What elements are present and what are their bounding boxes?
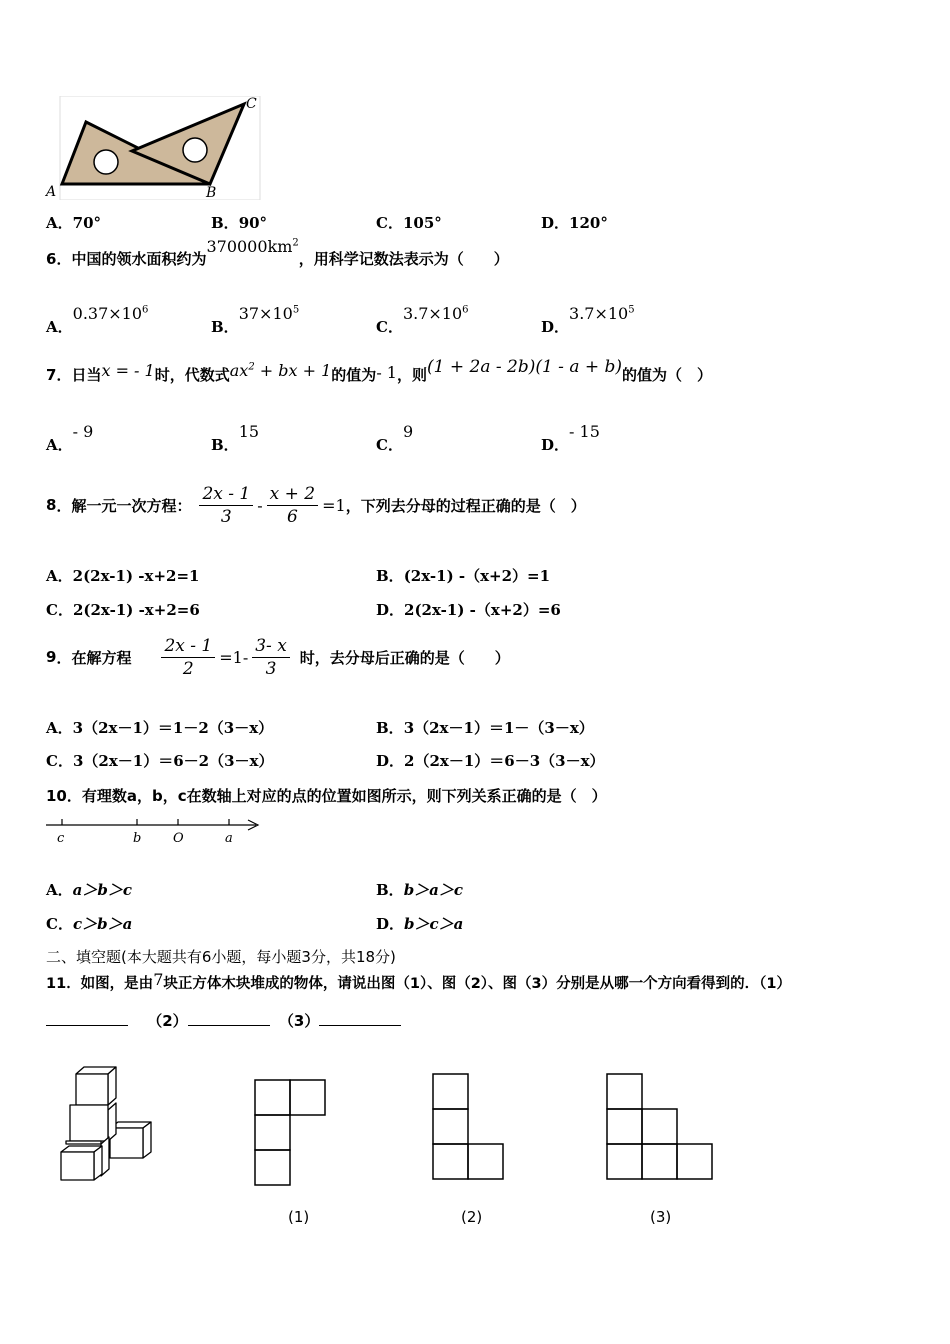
q8-fraction-1: $\frac{2x - 1}{3}$ (199, 484, 253, 527)
q7-condition: x = - 1 (101, 361, 155, 380)
q8-option-d[interactable]: D．2(2x-1) -（x+2）=6 (376, 601, 561, 619)
q6-option-b[interactable]: B．$37\times 10^5$ (211, 304, 300, 336)
q10-option-d[interactable]: D．b＞c＞a (376, 915, 464, 933)
q10-option-a[interactable]: A．a＞b＞c (46, 881, 132, 899)
answer-blank-3[interactable] (319, 1011, 401, 1026)
q5-option-b[interactable]: B．90° (211, 214, 268, 232)
view-3-figure (606, 1073, 714, 1181)
q9-fraction-2: $\frac{3- x}{3}$ (252, 636, 290, 679)
answer-blank-1[interactable] (46, 1011, 128, 1026)
q6-option-c[interactable]: C．$3.7\times 10^6$ (376, 304, 469, 336)
question-6: 6．中国的领水面积约为$370000km^2$，用科学记数法表示为（ ） (46, 237, 509, 268)
label-o: O (173, 831, 184, 846)
q8-option-b[interactable]: B．(2x-1) -（x+2）=1 (376, 567, 551, 585)
question-7: 7．日当x = - 1时，代数式$ax^2$ + bx + 1的值为- 1，则(1 + 2a - 2b)(1 - a + b)的值为（ ） (46, 357, 713, 384)
answer-blank-2[interactable] (188, 1011, 270, 1026)
question-11-blanks: （2） （3） (46, 1010, 401, 1031)
q5-option-c[interactable]: C．105° (376, 214, 442, 232)
cube-stack-figure (56, 1062, 156, 1184)
view-1-figure (254, 1079, 326, 1187)
q9-fraction-1: $\frac{2x - 1}{2}$ (161, 636, 215, 679)
question-11: 11．如图，是由7块正方体木块堆成的物体，请说出图（1）、图（2）、图（3）分别是从哪一个方向看得到的．（1） (46, 970, 791, 992)
q9-option-d[interactable]: D．2（2x－1）＝6－3（3－x） (376, 752, 605, 770)
section-2-title: 二、填空题(本大题共有6小题，每小题3分，共18分) (46, 948, 396, 966)
q8-fraction-2: $\frac{x + 2}{6}$ (267, 484, 318, 527)
caption-view-2: (2) (461, 1208, 483, 1226)
point-a-label: A (46, 184, 57, 200)
q6-option-d[interactable]: D．$3.7\times 10^5$ (541, 304, 635, 336)
q9-option-a[interactable]: A．3（2x－1）＝1－2（3－x） (46, 719, 274, 737)
caption-view-1: (1) (288, 1208, 310, 1226)
q7-option-c[interactable]: C．9 (376, 422, 414, 454)
q7-option-a[interactable]: A．- 9 (46, 422, 94, 454)
number-line (44, 815, 266, 847)
q6-option-a[interactable]: A．$0.37\times 10^6$ (46, 304, 149, 336)
q7-target-expression: (1 + 2a - 2b)(1 - a + b) (427, 357, 623, 377)
q8-option-a[interactable]: A．2(2x-1) -x+2=1 (46, 567, 200, 585)
set-squares-figure (44, 96, 266, 200)
right-triangle-hole (183, 138, 207, 162)
label-a: a (225, 831, 233, 846)
q7-option-d[interactable]: D．- 15 (541, 422, 600, 454)
q8-option-c[interactable]: C．2(2x-1) -x+2=6 (46, 601, 200, 619)
q6-area-value: 370000km (206, 237, 293, 256)
q7-option-b[interactable]: B．15 (211, 422, 260, 454)
point-c-label: C (246, 96, 257, 112)
q9-option-b[interactable]: B．3（2x－1）＝1－（3－x） (376, 719, 594, 737)
left-triangle-hole (94, 150, 118, 174)
caption-view-3: (3) (650, 1208, 672, 1226)
point-b-label: B (206, 185, 217, 200)
q5-option-a[interactable]: A．70° (46, 214, 102, 232)
q10-option-b[interactable]: B．b＞a＞c (376, 881, 464, 899)
q5-option-d[interactable]: D．120° (541, 214, 608, 232)
question-9: 9 ．在解方程 $\frac{2x - 1}{2}$ =1- $\frac{3- x}{3}$ 时，去分母后正确的是（ ） (46, 635, 510, 679)
q10-option-c[interactable]: C．c＞b＞a (46, 915, 133, 933)
view-2-figure (432, 1073, 505, 1181)
label-c: c (57, 831, 65, 846)
label-b: b (133, 831, 142, 846)
question-10: 10．有理数a，b，c在数轴上对应的点的位置如图所示，则下列关系正确的是（ ） (46, 787, 607, 805)
q9-option-c[interactable]: C．3（2x－1）＝6－2（3－x） (46, 752, 274, 770)
question-8: 8 ．解一元一次方程： $\frac{2x - 1}{3}$ - $\frac{x + 2}{6}$ =1 ，下列去分母的过程正确的是（ ） (46, 483, 586, 527)
